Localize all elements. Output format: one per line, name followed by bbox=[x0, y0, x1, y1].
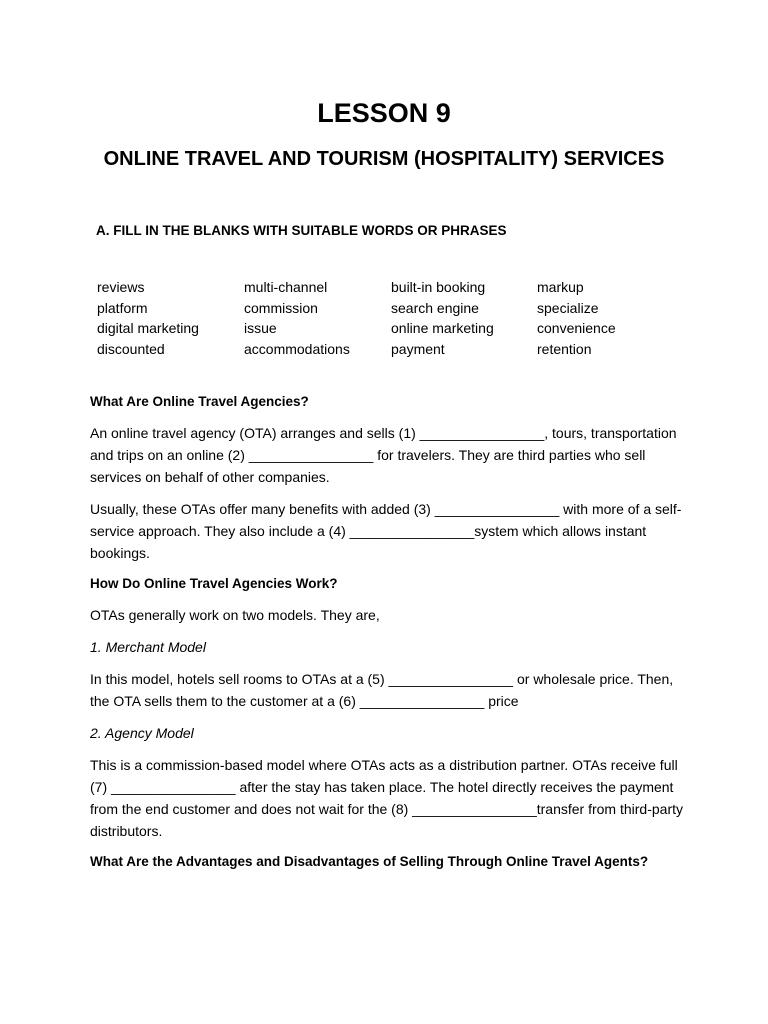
paragraph-2: Usually, these OTAs offer many benefits with added (3) ________________ with more of a self-service approach. They also include a (4) ________________system which allows instant bookings. bbox=[90, 501, 682, 561]
word-bank-item: issue bbox=[244, 320, 277, 336]
section-a-heading: A. FILL IN THE BLANKS WITH SUITABLE WORDS OR PHRASES bbox=[96, 223, 507, 238]
merchant-model-label: 1. Merchant Model bbox=[90, 639, 206, 655]
question-heading-ota: What Are Online Travel Agencies? bbox=[90, 394, 309, 409]
paragraph-3: OTAs generally work on two models. They are, bbox=[90, 607, 380, 623]
word-bank-item: specialize bbox=[537, 299, 599, 316]
word-bank-item: retention bbox=[537, 340, 592, 357]
word-bank-item: accommodations bbox=[244, 340, 350, 357]
word-bank-item: multi-channel bbox=[244, 279, 328, 295]
paragraph-4: In this model, hotels sell rooms to OTAs at a (5) ________________ or wholesale price. Then, the OTA sells them to the customer at a (6) ________________ price bbox=[90, 671, 674, 709]
paragraph-5: This is a commission-based model where OTAs acts as a distribution partner. OTAs receive full (7) ________________ after the stay has taken place. The hotel directly receives the payment from the end customer and does not wait for the (8) ________________transfer from third-party distributors. bbox=[90, 757, 684, 839]
word-bank-item: commission bbox=[244, 299, 318, 316]
word-bank-item: payment bbox=[391, 340, 445, 357]
lesson-title: LESSON 9 bbox=[317, 98, 451, 128]
passage bbox=[90, 392, 690, 882]
word-bank-item: markup bbox=[537, 279, 584, 295]
word-bank-item: discounted bbox=[97, 340, 165, 357]
lesson-subtitle: ONLINE TRAVEL AND TOURISM (HOSPITALITY) SERVICES bbox=[103, 148, 665, 170]
word-bank-item: digital marketing bbox=[97, 320, 199, 336]
word-bank-item: built-in booking bbox=[391, 279, 486, 295]
word-bank-item: online marketing bbox=[391, 320, 494, 336]
word-bank-item: convenience bbox=[537, 320, 616, 336]
paragraph-1: An online travel agency (OTA) arranges and sells (1) ________________, tours, transportation and trips on an online (2) ________________ for travelers. They are third parties who sell services on behalf of other companies. bbox=[90, 425, 677, 485]
word-bank-item: search engine bbox=[391, 299, 479, 316]
word-bank-item: reviews bbox=[97, 279, 145, 295]
word-bank bbox=[97, 277, 667, 359]
question-heading-how: How Do Online Travel Agencies Work? bbox=[90, 576, 338, 591]
agency-model-label: 2. Agency Model bbox=[90, 725, 194, 741]
word-bank-item: platform bbox=[97, 299, 148, 316]
question-heading-advantages: What Are the Advantages and Disadvantages of Selling Through Online Travel Agents? bbox=[90, 854, 649, 869]
